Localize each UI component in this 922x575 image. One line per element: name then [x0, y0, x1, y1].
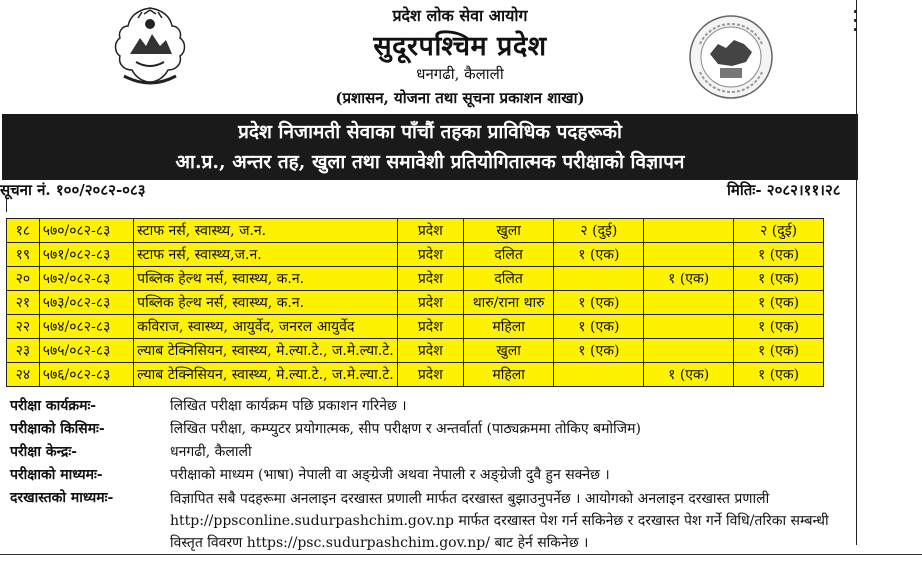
- posts-table: [6, 199, 824, 389]
- posts-table-body: [6, 218, 824, 387]
- group-cell: खुला: [463, 219, 554, 243]
- table-row: [7, 267, 824, 291]
- notice-date: मितिः- २०८२।११।२८: [727, 181, 841, 199]
- serial-number-cell: २३: [7, 339, 40, 363]
- post-name-cell: कविराज, स्वास्थ्य, आयुर्वेद, जनरल आयुर्वेद: [134, 315, 398, 339]
- cut-off-bottom: [0, 548, 922, 575]
- internal-count-cell: १ (एक): [644, 267, 734, 291]
- type-value: लिखित परीक्षा, कम्प्युटर प्रयोगात्मक, सीप परीक्षण र अन्तर्वार्ता (पाठ्यक्रममा तोकिए बमोजिम): [170, 421, 641, 437]
- commission-seal-icon: [688, 14, 774, 100]
- internal-count-cell: [644, 291, 734, 315]
- level-cell: प्रदेश: [397, 291, 463, 315]
- level-cell: प्रदेश: [397, 243, 463, 267]
- bottom-divider: [0, 554, 922, 555]
- serial-number-cell: २४: [7, 363, 40, 387]
- center-label: परीक्षा केन्द्रः-: [10, 444, 77, 460]
- post-name-cell: पब्लिक हेल्थ नर्स, स्वास्थ्य, क.न.: [134, 267, 398, 291]
- post-name-cell: स्टाफ नर्स, स्वास्थ्य,ज.न.: [134, 243, 398, 267]
- internal-count-cell: [644, 339, 734, 363]
- advertisement-number-cell: ५७५/०८२-८३: [39, 339, 133, 363]
- commission-name: प्रदेश लोक सेवा आयोग: [392, 6, 528, 25]
- total-count-cell: १ (एक): [734, 243, 824, 267]
- advertisement-number-cell: ५७२/०८२-८३: [39, 267, 133, 291]
- table-row: [7, 363, 824, 387]
- type-label: परीक्षाको किसिमः-: [10, 421, 105, 437]
- total-count-cell: २ (दुई): [734, 219, 824, 243]
- banner-line-1: प्रदेश निजामती सेवाका पाँचौं तहका प्राविधिक पदहरूको: [238, 121, 622, 143]
- table-row: [7, 219, 824, 243]
- info-row-center: [10, 442, 856, 465]
- level-cell: प्रदेश: [397, 315, 463, 339]
- total-count-cell: १ (एक): [734, 291, 824, 315]
- internal-count-cell: १ (एक): [644, 363, 734, 387]
- open-count-cell: [554, 267, 644, 291]
- open-count-cell: १ (एक): [554, 315, 644, 339]
- apply-line-3: विस्तृत विवरण https://psc.sudurpashchim.gov.np/ बाट हेर्न सकिनेछ ।: [170, 535, 589, 551]
- medium-label: परीक्षाको माध्यमः-: [10, 467, 103, 483]
- level-cell: प्रदेश: [397, 363, 463, 387]
- group-cell: खुला: [463, 339, 554, 363]
- level-cell: प्रदेश: [397, 339, 463, 363]
- medium-value: परीक्षाको माध्यम (भाषा) नेपाली वा अङ्ग्रेजी अथवा नेपाली र अङ्ग्रेजी दुवै हुन सक्नेछ ।: [170, 467, 610, 483]
- table-row: [7, 243, 824, 267]
- apply-value: [170, 488, 860, 554]
- group-cell: दलित: [463, 267, 554, 291]
- info-row-medium: [10, 465, 856, 488]
- branch-name: (प्रशासन, योजना तथा सूचना प्रकाशन शाखा): [335, 89, 585, 107]
- internal-count-cell: [644, 219, 734, 243]
- internal-count-cell: [644, 315, 734, 339]
- schedule-value: लिखित परीक्षा कार्यक्रम पछि प्रकाशन गरिनेछ ।: [170, 398, 407, 414]
- apply-line-2: http://ppsconline.sudurpashchim.gov.np मार्फत दरखास्त पेश गर्न सकिनेछ र दरखास्त पेश गर्ने विधि/तरिका सम्बन्धी: [170, 513, 829, 529]
- notice-number: सूचना नं. १००/२०८२-०८३: [0, 181, 146, 199]
- serial-number-cell: २०: [7, 267, 40, 291]
- banner-line-2: आ.प्र., अन्तर तह, खुला तथा समावेशी प्रतियोगितात्मक परीक्षाको विज्ञापन: [175, 151, 685, 173]
- internal-count-cell: [644, 243, 734, 267]
- serial-number-cell: २२: [7, 315, 40, 339]
- total-count-cell: १ (एक): [734, 267, 824, 291]
- post-name-cell: स्टाफ नर्स, स्वास्थ्य, ज.न.: [134, 219, 398, 243]
- cut-off-row: [6, 199, 824, 212]
- level-cell: प्रदेश: [397, 219, 463, 243]
- group-cell: दलित: [463, 243, 554, 267]
- advertisement-number-cell: ५७४/०८२-८३: [39, 315, 133, 339]
- schedule-label: परीक्षा कार्यक्रमः-: [10, 398, 97, 414]
- info-row-apply: [10, 488, 856, 554]
- info-row-schedule: [10, 396, 856, 419]
- post-name-cell: ल्याब टेक्निसियन, स्वास्थ्य, मे.ल्या.टे., ज.मे.ल्या.टे.: [134, 363, 398, 387]
- exam-info: [10, 396, 856, 554]
- post-name-cell: पब्लिक हेल्थ नर्स, स्वास्थ्य, क.न.: [134, 291, 398, 315]
- group-cell: थारु/राना थारु: [463, 291, 554, 315]
- page-right-border: [856, 0, 857, 545]
- open-count-cell: १ (एक): [554, 243, 644, 267]
- table-row: [7, 339, 824, 363]
- info-row-type: [10, 419, 856, 442]
- group-cell: महिला: [463, 315, 554, 339]
- total-count-cell: १ (एक): [734, 363, 824, 387]
- serial-number-cell: १८: [7, 219, 40, 243]
- table-row: [7, 291, 824, 315]
- serial-number-cell: २१: [7, 291, 40, 315]
- total-count-cell: १ (एक): [734, 315, 824, 339]
- center-value: धनगढी, कैलाली: [170, 444, 252, 460]
- advertisement-number-cell: ५७१/०८२-८३: [39, 243, 133, 267]
- group-cell: महिला: [463, 363, 554, 387]
- advertisement-number-cell: ५७०/०८२-८३: [39, 219, 133, 243]
- apply-label: दरखास्तको माध्यमः-: [10, 490, 114, 506]
- open-count-cell: २ (दुई): [554, 219, 644, 243]
- open-count-cell: १ (एक): [554, 291, 644, 315]
- total-count-cell: १ (एक): [734, 339, 824, 363]
- open-count-cell: [554, 363, 644, 387]
- advertisement-banner: [2, 114, 858, 180]
- province-name: सुदूरपश्चिम प्रदेश: [373, 31, 547, 62]
- open-count-cell: १ (एक): [554, 339, 644, 363]
- apply-line-1: विज्ञापित सबै पदहरूमा अनलाइन दरखास्त प्रणाली मार्फत दरखास्त बुझाउनुपर्नेछ । आयोगको अनलाइन दरखास्त प्रणाली: [170, 491, 770, 507]
- post-name-cell: ल्याब टेक्निसियन, स्वास्थ्य, मे.ल्या.टे., ज.मे.ल्या.टे.: [134, 339, 398, 363]
- serial-number-cell: १९: [7, 243, 40, 267]
- advertisement-number-cell: ५७६/०८२-८३: [39, 363, 133, 387]
- office-location: धनगढी, कैलाली: [416, 65, 504, 83]
- table-row: [7, 315, 824, 339]
- advertisement-number-cell: ५७३/०८२-८३: [39, 291, 133, 315]
- nepal-emblem-icon: [108, 4, 192, 90]
- level-cell: प्रदेश: [397, 267, 463, 291]
